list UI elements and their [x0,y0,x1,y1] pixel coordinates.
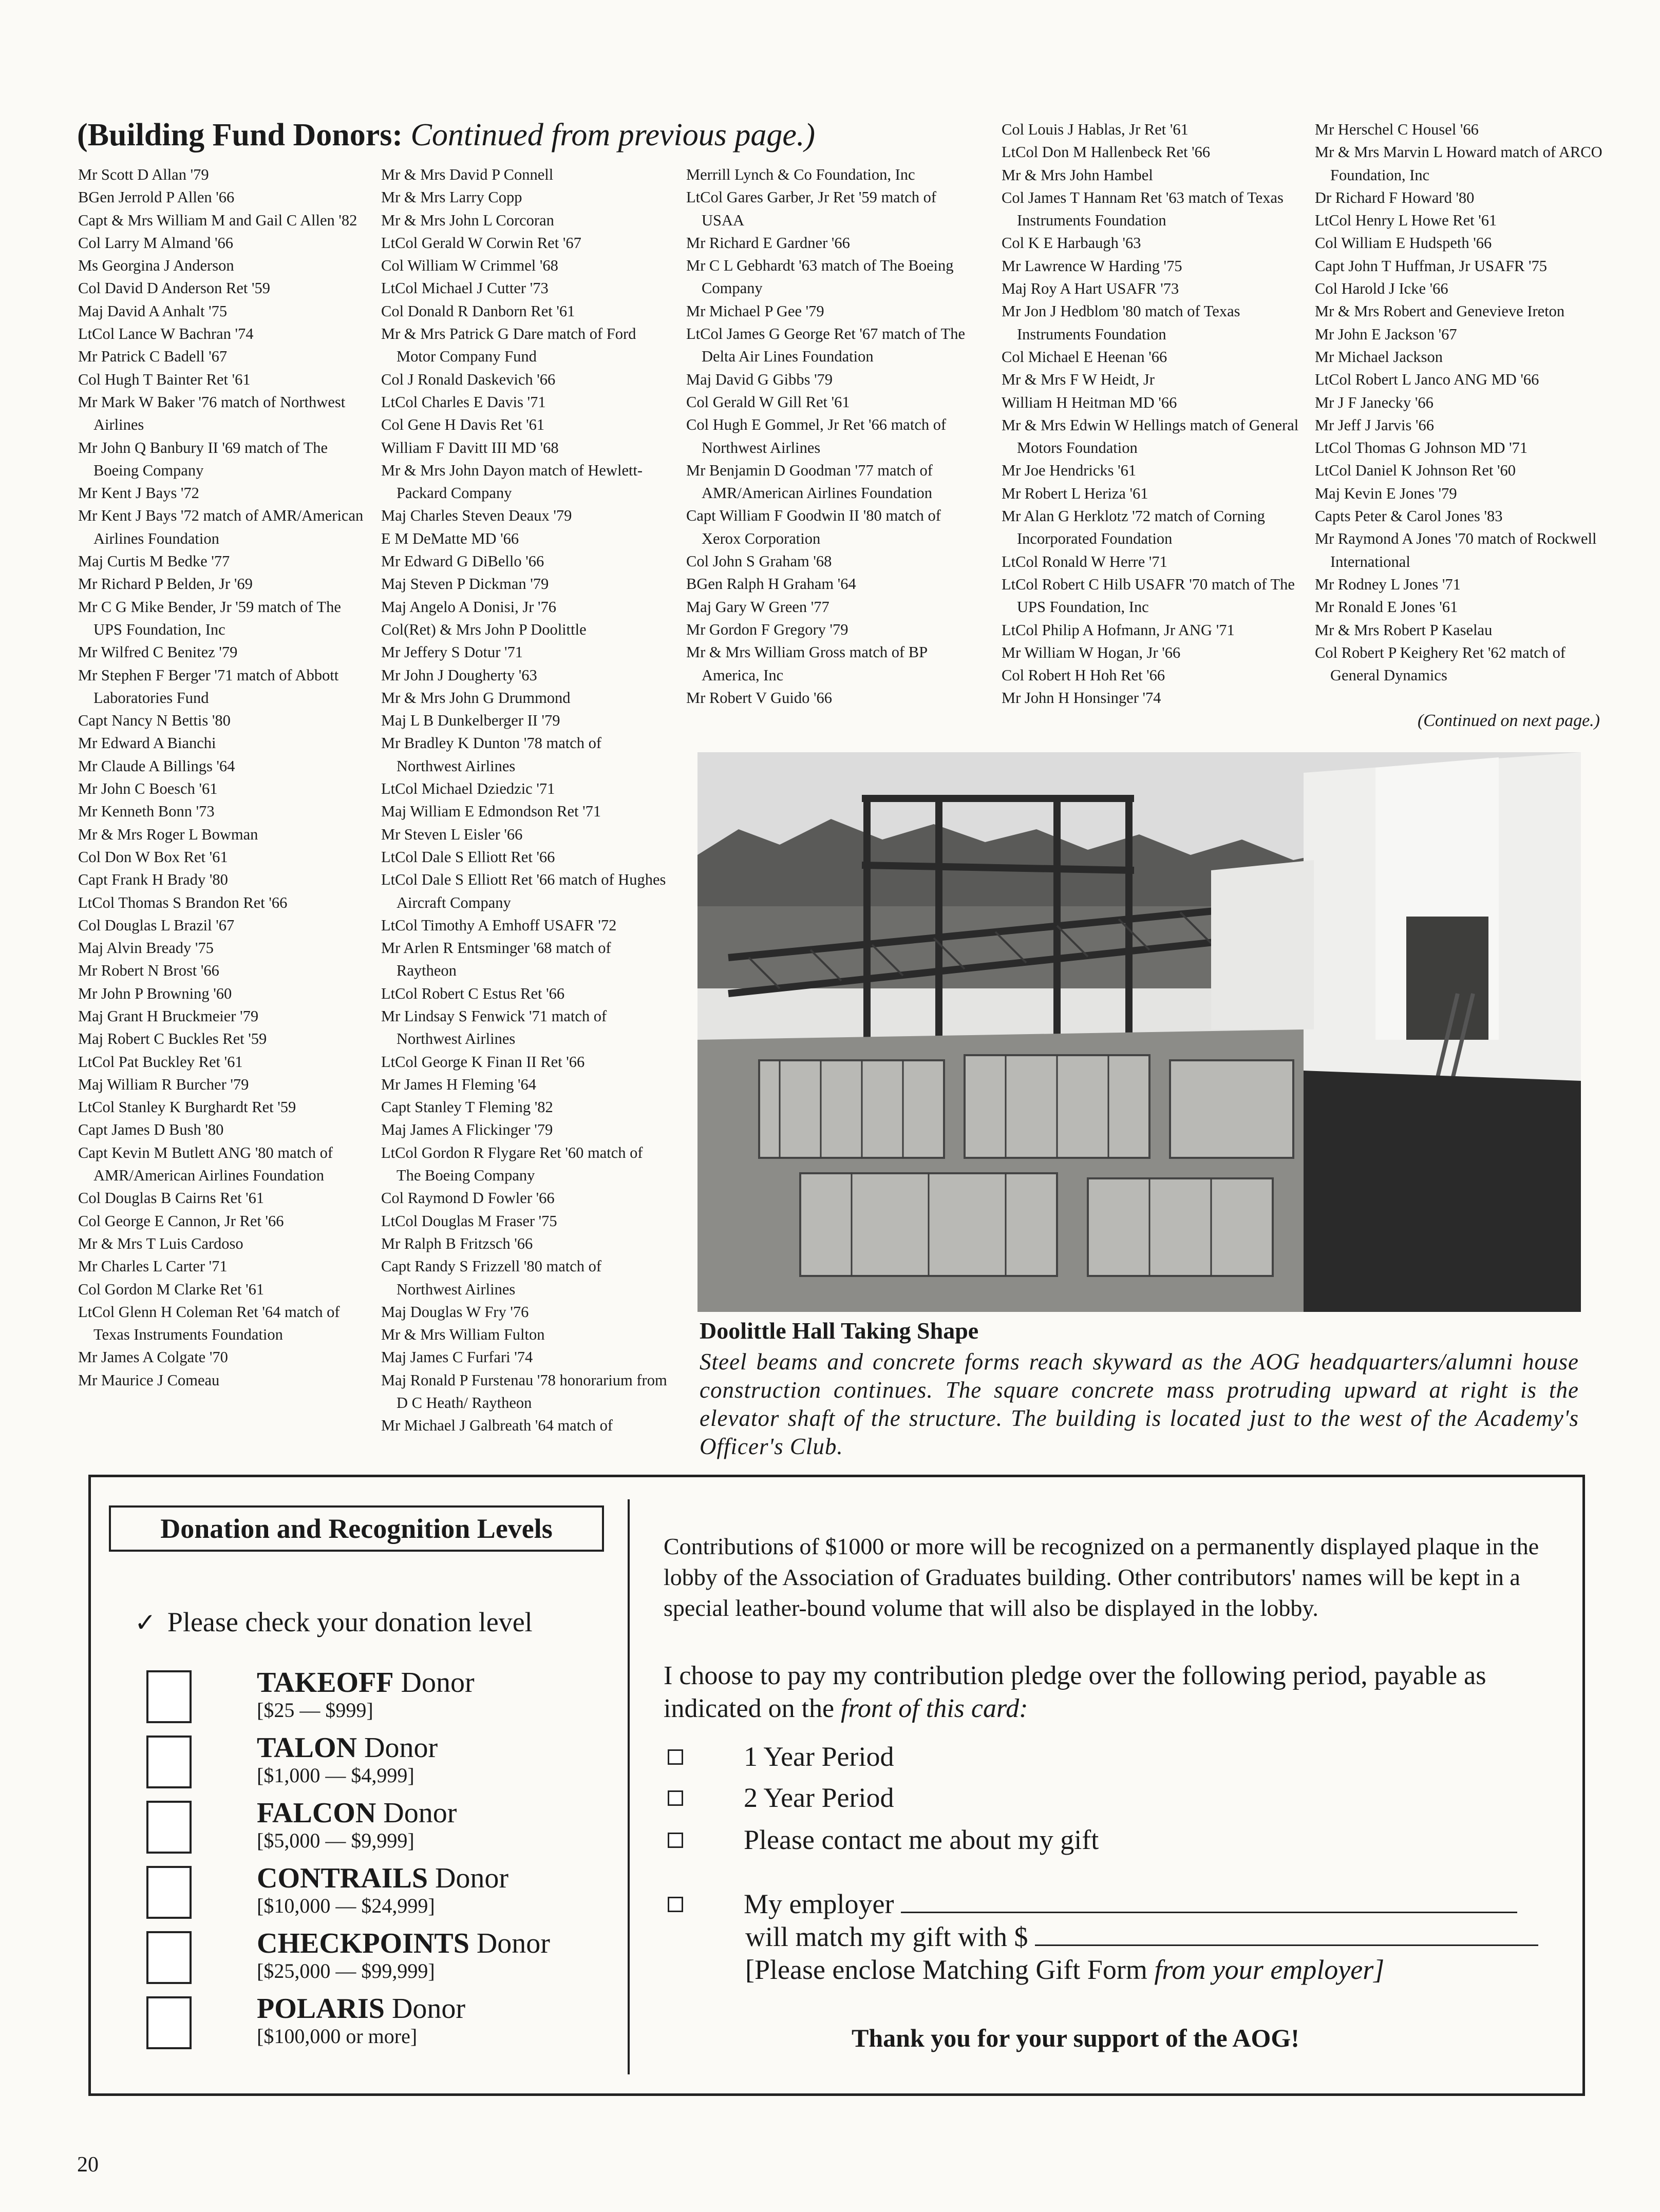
donor-entry: Mr & Mrs John Dayon match of Hewlett-Packard Company [381,461,643,502]
donor-entry: Dr Richard F Howard '80 [1315,188,1475,206]
option-checkbox[interactable] [668,1833,683,1848]
donor-entry: Mr Bradley K Dunton '78 match of Northwest Airlines [381,734,602,775]
donor-entry: Col Louis J Hablas, Jr Ret '61 [1002,121,1189,138]
donor-entry: Mr Maurice J Comeau [78,1371,220,1389]
donor-entry: Mr Lawrence W Harding '75 [1002,257,1182,275]
level-range: [$1,000 — $4,999] [257,1764,414,1787]
donor-entry: LtCol Robert L Janco ANG MD '66 [1315,371,1539,389]
donor-entry: Maj David G Gibbs '79 [686,370,833,388]
check-prompt [135,1606,533,1638]
donor-entry: Capt John T Huffman, Jr USAFR '75 [1315,257,1548,275]
construction-photo [697,752,1581,1312]
heading-italic: Continued from previous page.) [410,118,816,152]
levels-title: Donation and Recognition Levels [109,1505,604,1552]
donor-entry: Maj Ronald P Furstenau '78 honorarium from D C Heath/ Raytheon [381,1371,667,1412]
donor-entry: Mr Patrick C Badell '67 [78,348,228,366]
donor-entry: LtCol Timothy A Emhoff USAFR '72 [381,916,617,934]
donor-entry: Capt Randy S Frizzell '80 match of Northwest Airlines [381,1257,602,1298]
donor-column-4 [1002,118,1305,710]
level-polaris[interactable] [146,1992,609,2054]
donor-entry: Mr & Mrs Larry Copp [381,188,522,206]
donor-entry: Mr & Mrs Edwin W Hellings match of General Motors Foundation [1002,416,1299,457]
donor-entry: E M DeMatte MD '66 [381,529,519,547]
donor-entry: Mr Charles L Carter '71 [78,1257,228,1275]
donor-entry: Mr William W Hogan, Jr '66 [1002,643,1181,661]
level-range: [$25 — $999] [257,1699,373,1722]
donor-entry: Mr Robert V Guido '66 [686,689,832,707]
donor-entry: Maj Charles Steven Deaux '79 [381,507,572,525]
donor-entry: Mr & Mrs Robert and Genevieve Ireton [1315,302,1565,320]
donor-entry: Mr C L Gebhardt '63 match of The Boeing Company [686,257,954,297]
donor-entry: Capt Nancy N Bettis '80 [78,712,231,730]
donor-entry: LtCol Stanley K Burghardt Ret '59 [78,1098,296,1116]
donor-entry: Col George E Cannon, Jr Ret '66 [78,1212,284,1230]
donor-entry: Col James T Hannam Ret '63 match of Texas Instruments Foundation [1002,188,1284,230]
donor-entry: Maj William E Edmondson Ret '71 [381,803,601,821]
donor-entry: LtCol Pat Buckley Ret '61 [78,1053,243,1071]
donor-entry: Maj Douglas W Fry '76 [381,1303,529,1321]
donor-entry: LtCol George K Finan II Ret '66 [381,1053,585,1071]
donor-entry: Col Michael E Heenan '66 [1002,348,1167,366]
donor-entry: Col Donald R Danborn Ret '61 [381,302,575,320]
donor-entry: Mr Kenneth Bonn '73 [78,803,215,821]
donor-entry: Mr Ralph B Fritzsch '66 [381,1234,533,1252]
donor-entry: Col Don W Box Ret '61 [78,848,228,866]
donor-entry: Mr Herschel C Housel '66 [1315,121,1479,138]
employer-checkbox[interactable] [668,1897,683,1912]
donor-entry: Mr Stephen F Berger '71 match of Abbott Laboratories Fund [78,666,339,707]
donor-entry: Mr Arlen R Entsminger '68 match of Raytheon [381,939,611,980]
donor-entry: Mr J F Janecky '66 [1315,393,1433,411]
donor-entry: Ms Georgina J Anderson [78,257,234,275]
donor-entry: Col Larry M Almand '66 [78,234,233,252]
donor-entry: Capt James D Bush '80 [78,1121,224,1139]
donor-entry: Maj Alvin Bready '75 [78,939,214,957]
donor-entry: BGen Jerrold P Allen '66 [78,188,235,206]
employer-name-field[interactable] [901,1912,1517,1913]
donor-entry: LtCol Henry L Howe Ret '61 [1315,212,1497,230]
donor-entry: Mr Claude A Billings '64 [78,757,235,775]
donor-entry: Mr John J Dougherty '63 [381,666,537,684]
donor-entry: LtCol Ronald W Herre '71 [1002,552,1167,570]
donor-entry: Mr C G Mike Bender, Jr '59 match of The UPS Foundation, Inc [78,598,341,638]
donor-entry: Maj Gary W Green '77 [686,598,829,616]
donor-entry: Mr Jeffery S Dotur '71 [381,643,523,661]
donor-entry: Col J Ronald Daskevich '66 [381,370,556,388]
level-checkbox[interactable] [146,1996,192,2049]
checkmark-icon: ✓ [135,1608,156,1637]
donor-entry: Capt Frank H Brady '80 [78,871,228,889]
level-name: CHECKPOINTS Donor [257,1928,550,1959]
donor-entry: Maj Steven P Dickman '79 [381,575,549,593]
donor-entry: Mr Jeff J Jarvis '66 [1315,416,1434,434]
donor-entry: Col Harold J Icke '66 [1315,280,1448,298]
donor-entry: Col William E Hudspeth '66 [1315,234,1492,252]
donor-entry: Mr & Mrs William Fulton [381,1326,545,1344]
level-contrails[interactable] [146,1862,609,1923]
donor-entry: Col Hugh E Gommel, Jr Ret '66 match of Northwest Airlines [686,416,947,456]
section-heading [77,117,950,154]
level-takeoff[interactable] [146,1666,609,1728]
donor-column-1 [78,163,366,1391]
level-range: [$100,000 or more] [257,2025,418,2048]
donor-entry: Capt William F Goodwin II '80 match of Xerox Corporation [686,507,941,547]
donor-entry: LtCol Douglas M Fraser '75 [381,1212,557,1230]
donor-entry: Mr James H Fleming '64 [381,1075,537,1093]
donor-entry: Maj L B Dunkelberger II '79 [381,712,560,730]
donor-entry: Maj James C Furfari '74 [381,1348,533,1366]
level-falcon[interactable] [146,1797,609,1858]
employer-match: My employer will match my gift with $ [Please enclose Matching Gift Form from your employer] [668,1887,1538,1986]
donor-entry: William H Heitman MD '66 [1002,393,1177,411]
donor-entry: Mr Ronald E Jones '61 [1315,598,1458,616]
donor-entry: Mr Joe Hendricks '61 [1002,462,1137,480]
donor-entry: LtCol Dale S Elliott Ret '66 match of Hughes Aircraft Company [381,871,666,911]
donor-entry: Col John S Graham '68 [686,552,832,570]
donor-entry: Mr & Mrs F W Heidt, Jr [1002,371,1155,389]
donor-entry: Mr & Mrs Roger L Bowman [78,825,258,843]
donor-entry: Mr Steven L Eisler '66 [381,825,523,843]
level-name: TALON Donor [257,1732,438,1764]
donor-entry: Mr & Mrs T Luis Cardoso [78,1234,243,1252]
donor-entry: Mr Michael J Galbreath '64 match of [381,1417,613,1435]
option-2-year[interactable]: 2 Year Period [668,1782,894,1814]
donor-entry: Maj William R Burcher '79 [78,1075,249,1093]
donor-entry: Mr Jon J Hedblom '80 match of Texas Instruments Foundation [1002,302,1240,343]
donor-entry: Capts Peter & Carol Jones '83 [1315,507,1503,525]
level-range: [$5,000 — $9,999] [257,1829,414,1852]
donor-entry: Capt Kevin M Butlett ANG '80 match of AMR/American Airlines Foundation [78,1143,333,1185]
donor-entry: LtCol Gares Garber, Jr Ret '59 match of USAA [686,188,937,229]
donor-entry: LtCol Dale S Elliott Ret '66 [381,848,555,866]
donor-entry: Capt & Mrs William M and Gail C Allen '82 [78,211,357,229]
donor-entry: Maj Curtis M Bedke '77 [78,552,230,570]
donor-entry: Mr Alan G Herklotz '72 match of Corning Incorporated Foundation [1002,507,1265,548]
donor-entry: Mr Michael P Gee '79 [686,302,824,320]
donor-entry: Mr Edward A Bianchi [78,734,216,752]
donor-entry: Mr John E Jackson '67 [1315,325,1457,343]
check-prompt-label: Please check your donation level [167,1607,533,1637]
donor-entry: Col K E Harbaugh '63 [1002,234,1141,252]
level-name: FALCON Donor [257,1797,457,1829]
recognition-text: Contributions of $1000 or more will be recognized on a permanently displayed plaque in the lobby of the Association of Graduates building. Other contributors' names will be kept in a special leather-bound volume that will also be displayed in the lobby. [664,1533,1539,1621]
donor-entry: Col Raymond D Fowler '66 [381,1189,555,1207]
donor-entry: Maj Robert C Buckles Ret '59 [78,1030,267,1048]
donor-entry: Col William W Crimmel '68 [381,257,558,275]
donor-entry: Col David D Anderson Ret '59 [78,279,271,297]
donor-entry: Merrill Lynch & Co Foundation, Inc [686,166,915,183]
donor-entry: Mr James A Colgate '70 [78,1348,228,1366]
donor-entry: Mr Michael Jackson [1315,348,1443,366]
level-checkbox[interactable] [146,1931,192,1984]
donor-entry: Mr Kent J Bays '72 [78,484,199,502]
option-contact-me[interactable]: Please contact me about my gift [668,1824,1099,1856]
donor-entry: LtCol Thomas G Johnson MD '71 [1315,439,1528,457]
donor-entry: Maj Roy A Hart USAFR '73 [1002,280,1179,298]
donor-entry: LtCol Don M Hallenbeck Ret '66 [1002,143,1211,161]
donor-entry: Col Gordon M Clarke Ret '61 [78,1280,265,1298]
donor-entry: Mr Kent J Bays '72 match of AMR/American Airlines Foundation [78,507,364,547]
thanks-text: Thank you for your support of the AOG! [852,2024,1299,2052]
level-name: CONTRAILS Donor [257,1862,509,1894]
donor-entry: Mr & Mrs John Hambel [1002,166,1153,184]
heading-bold: (Building Fund Donors: [77,118,403,152]
donor-entry: Mr John H Honsinger '74 [1002,689,1161,707]
level-checkbox[interactable] [146,1670,192,1723]
donor-entry: Capt Stanley T Fleming '82 [381,1098,553,1116]
donor-entry: Col Gerald W Gill Ret '61 [686,393,850,411]
donor-entry: LtCol Lance W Bachran '74 [78,325,254,343]
level-name: POLARIS Donor [257,1993,466,2025]
donor-entry: Maj Kevin E Jones '79 [1315,484,1457,502]
donor-entry: Mr Rodney L Jones '71 [1315,575,1461,593]
donor-entry: Col Gene H Davis Ret '61 [381,416,545,434]
level-checkbox[interactable] [146,1736,192,1788]
donor-entry: Mr Scott D Allan '79 [78,166,209,183]
donor-entry: Mr & Mrs William Gross match of BP America, Inc [686,643,927,684]
donor-entry: Mr & Mrs John L Corcoran [381,211,554,229]
donor-entry: Col Robert H Hoh Ret '66 [1002,666,1165,684]
donor-entry: Mr John Q Banbury II '69 match of The Boeing Company [78,438,328,479]
level-name: TAKEOFF Donor [257,1667,475,1699]
donor-entry: Mr & Mrs Robert P Kaselau [1315,621,1493,639]
donor-entry: LtCol Daniel K Johnson Ret '60 [1315,462,1516,480]
donor-entry: LtCol Robert C Hilb USAFR '70 match of The UPS Foundation, Inc [1002,575,1295,616]
donor-entry: Maj Grant H Bruckmeier '79 [78,1007,259,1025]
donor-entry: LtCol Glenn H Coleman Ret '64 match of Texas Instruments Foundation [78,1303,340,1344]
pledge-text: I choose to pay my contribution pledge over the following period, payable as indicated on the front of this card: [664,1661,1486,1723]
donor-entry: Mr Robert L Heriza '61 [1002,484,1148,502]
donor-entry: LtCol Charles E Davis '71 [381,393,546,411]
donor-entry: Mr Richard P Belden, Jr '69 [78,575,253,593]
form-divider [628,1499,630,2074]
level-range: [$25,000 — $99,999] [257,1959,435,1982]
donor-entry: LtCol Michael J Cutter '73 [381,279,549,297]
donor-entry: Mr Robert N Brost '66 [78,962,219,980]
level-range: [$10,000 — $24,999] [257,1894,435,1917]
donor-entry: Col Douglas B Cairns Ret '61 [78,1189,265,1207]
donor-column-5 [1315,118,1608,687]
donor-entry: Mr John C Boesch '61 [78,780,218,798]
donor-entry: Mr Richard E Gardner '66 [686,234,850,252]
donor-entry: Col(Ret) & Mrs John P Doolittle [381,620,587,638]
donor-entry: Mr Raymond A Jones '70 match of Rockwell International [1315,530,1597,570]
donor-entry: Mr Mark W Baker '76 match of Northwest Airlines [78,393,346,434]
donor-entry: Mr Edward G DiBello '66 [381,552,544,570]
donor-entry: BGen Ralph H Graham '64 [686,575,856,593]
donor-entry: Mr Gordon F Gregory '79 [686,620,848,638]
option-checkbox[interactable] [668,1749,683,1765]
donor-entry: Mr & Mrs David P Connell [381,166,554,183]
donor-entry: Mr & Mrs Patrick G Dare match of Ford Motor Company Fund [381,325,636,366]
donor-entry: Maj David A Anhalt '75 [78,302,228,320]
level-checkbox[interactable] [146,1801,192,1854]
donor-entry: LtCol Robert C Estus Ret '66 [381,984,565,1002]
donor-entry: LtCol James G George Ret '67 match of The Delta Air Lines Foundation [686,325,966,366]
photo-caption-title: Doolittle Hall Taking Shape [700,1318,979,1344]
donor-entry: Mr & Mrs John G Drummond [381,689,571,707]
level-talon[interactable] [146,1731,609,1793]
donor-entry: LtCol Philip A Hofmann, Jr ANG '71 [1002,621,1235,639]
match-amount-field[interactable] [1035,1944,1538,1946]
donor-entry: Mr Wilfred C Benitez '79 [78,643,238,661]
donor-entry: Maj James A Flickinger '79 [381,1121,553,1139]
donor-entry: Col Robert P Keighery Ret '62 match of General Dynamics [1315,643,1566,684]
continued-note: (Continued on next page.) [1417,711,1600,730]
donor-entry: Col Hugh T Bainter Ret '61 [78,370,251,388]
donor-entry: LtCol Thomas S Brandon Ret '66 [78,893,288,911]
donor-entry: Mr & Mrs Marvin L Howard match of ARCO Foundation, Inc [1315,143,1602,184]
option-checkbox[interactable] [668,1790,683,1806]
donor-column-3 [686,163,979,709]
donor-entry: Mr Lindsay S Fenwick '71 match of Northwest Airlines [381,1007,607,1048]
donor-entry: Mr John P Browning '60 [78,984,232,1002]
donor-entry: Maj Angelo A Donisi, Jr '76 [381,598,557,616]
donor-column-2 [381,163,669,1437]
donor-entry: LtCol Gerald W Corwin Ret '67 [381,234,581,252]
donor-entry: LtCol Michael Dziedzic '71 [381,780,555,798]
option-1-year[interactable]: 1 Year Period [668,1741,894,1772]
donor-entry: William F Davitt III MD '68 [381,438,559,456]
donor-entry: LtCol Gordon R Flygare Ret '60 match of The Boeing Company [381,1143,643,1185]
level-checkpoints[interactable] [146,1927,609,1989]
donor-entry: Mr Benjamin D Goodman '77 match of AMR/American Airlines Foundation [686,461,933,502]
donor-entry: Col Douglas L Brazil '67 [78,916,235,934]
photo-caption-body: Steel beams and concrete forms reach skyward as the AOG headquarters/alumni house construction continues. The square concrete mass protruding upward at right is the elevator shaft of the structure. The building is located just to the west of the Academy's Officer's Club. [700,1349,1579,1459]
level-checkbox[interactable] [146,1866,192,1919]
page-number: 20 [77,2153,99,2177]
